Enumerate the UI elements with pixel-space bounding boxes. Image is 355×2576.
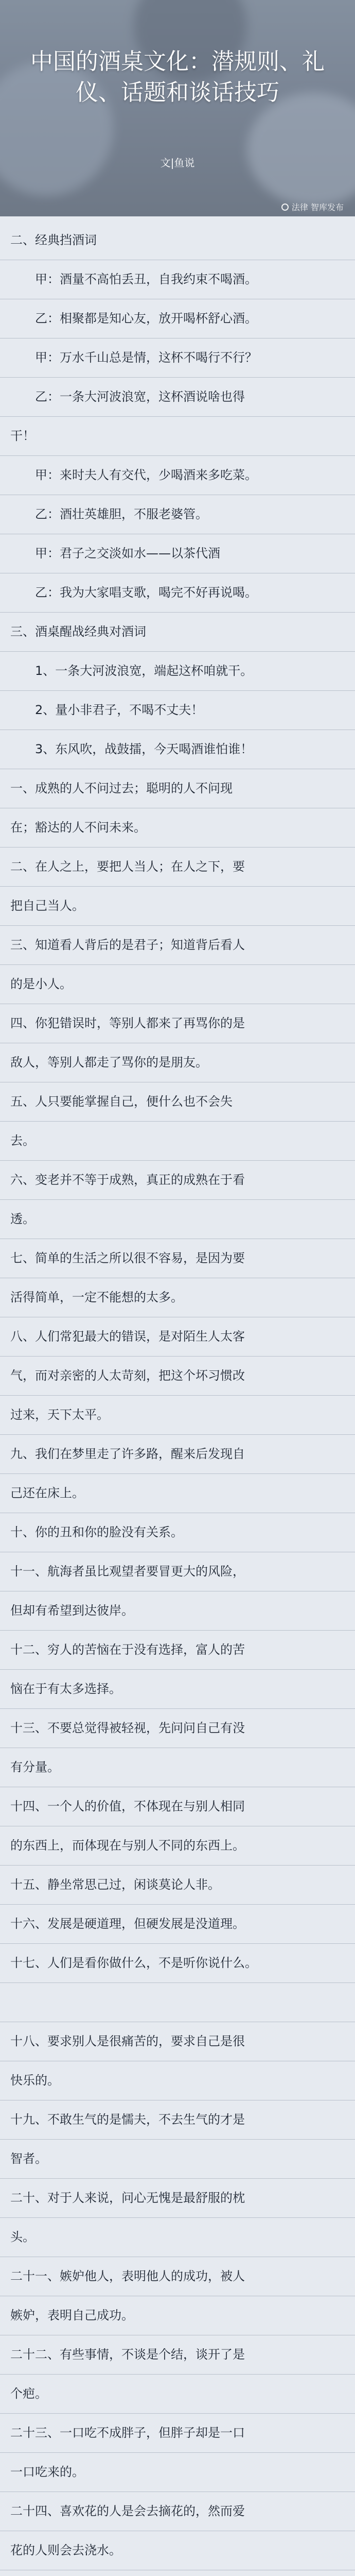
article-line: 花的人则会去浇水。 — [10, 2543, 121, 2557]
article-line: 二十四、喜欢花的人是会去摘花的，然而爱 — [10, 2504, 245, 2518]
line-divider — [0, 1356, 355, 1357]
line-divider — [0, 886, 355, 887]
article-line: 1、一条大河波浪宽，端起这杯咱就干。 — [10, 664, 253, 678]
line-divider — [0, 1708, 355, 1709]
article-line: 十五、静坐常思己过，闲谈莫论人非。 — [10, 1877, 220, 1892]
line-divider — [0, 847, 355, 848]
line-divider — [0, 964, 355, 965]
line-divider — [0, 2217, 355, 2218]
line-divider — [0, 1669, 355, 1670]
article-line: 十七、人们是看你做什么，不是听你说什么。 — [10, 1956, 257, 1970]
line-divider — [0, 1121, 355, 1122]
article-line: 过来，天下太平。 — [10, 1408, 109, 1422]
article-line: 甲：酒量不高怕丢丑，自我约束不喝酒。 — [10, 272, 257, 286]
watermark-text: 法律 智库发布 — [291, 202, 344, 212]
line-divider — [0, 1943, 355, 1944]
article-line: 去。 — [10, 1133, 35, 1148]
article-line: 十二、穷人的苦恼在于没有选择，富人的苦 — [10, 1642, 245, 1657]
page-title-line-2: 仪、话题和谈话技巧 — [76, 79, 279, 106]
article-line: 十、你的丑和你的脸没有关系。 — [10, 1525, 183, 1539]
article-line: 八、人们常犯最大的错误，是对陌生人太客 — [10, 1329, 245, 1344]
article-line: 十四、一个人的价值，不体现在与别人相同 — [10, 1799, 245, 1814]
article-line: 乙：酒壮英雄胆，不服老婆管。 — [10, 507, 208, 521]
article-line: 甲：君子之交淡如水——以茶代酒 — [10, 546, 220, 561]
article-line: 十三、不要总觉得被轻视，先问问自己有没 — [10, 1721, 245, 1735]
article-line: 甲：来时夫人有交代，少喝酒来多吃菜。 — [10, 468, 257, 482]
line-divider — [0, 377, 355, 378]
article-line: 三、酒桌醒战经典对酒词 — [10, 624, 146, 639]
article-line: 二十一、嫉妒他人，表明他人的成功，被人 — [10, 2269, 245, 2283]
article-line: 3、东风吹，战鼓擂，今天喝酒谁怕谁！ — [10, 742, 253, 756]
article-line: 一、成熟的人不问过去；聪明的人不问现 — [10, 781, 233, 795]
article-line: 把自己当人。 — [10, 899, 84, 913]
article-line: 四、你犯错误时，等别人都来了再骂你的是 — [10, 1016, 245, 1030]
article-line: 十一、航海者虽比观望者要冒更大的风险， — [10, 1564, 245, 1579]
article-line: 有分量。 — [10, 1760, 60, 1774]
line-divider — [0, 690, 355, 691]
line-divider — [0, 1982, 355, 1983]
article-line: 嫉妒，表明自己成功。 — [10, 2308, 134, 2323]
header-watermark — [281, 201, 344, 213]
line-divider — [0, 925, 355, 926]
line-divider — [0, 2178, 355, 2179]
line-divider — [0, 2139, 355, 2140]
article-line: 透。 — [10, 1212, 35, 1226]
article-line: 恼在于有太多选择。 — [10, 1682, 121, 1696]
line-divider — [0, 1160, 355, 1161]
line-divider — [0, 2374, 355, 2375]
article-line: 二十三、一口吃不成胖子，但胖子却是一口 — [10, 2426, 245, 2440]
line-divider — [0, 1630, 355, 1631]
line-divider — [0, 1865, 355, 1866]
article-line: 五、人只要能掌握自己，便什么也不会失 — [10, 1094, 233, 1109]
article-line: 个疤。 — [10, 2386, 47, 2401]
line-divider — [0, 1434, 355, 1435]
line-divider — [0, 1473, 355, 1474]
line-divider — [0, 612, 355, 613]
article-line: 敌人，等别人都走了骂你的是朋友。 — [10, 1055, 208, 1070]
line-divider — [0, 2413, 355, 2414]
article-line: 十九、不敢生气的是懦夫，不去生气的才是 — [10, 2112, 245, 2127]
line-divider — [0, 455, 355, 456]
line-divider — [0, 1199, 355, 1200]
article-line: 在；豁达的人不问未来。 — [10, 820, 146, 835]
article-line: 气，而对亲密的人太苛刻，把这个坏习惯改 — [10, 1368, 245, 1383]
article-line: 三、知道看人背后的是君子；知道背后看人 — [10, 938, 245, 952]
article-line: 乙：相聚都是知心友，放开喝杯舒心酒。 — [10, 311, 257, 326]
article-line: 九、我们在梦里走了许多路，醒来后发现自 — [10, 1447, 245, 1461]
article-line: 十六、发展是硬道理，但硬发展是没道理。 — [10, 1917, 245, 1931]
line-divider — [0, 1395, 355, 1396]
article-line: 干！ — [10, 429, 35, 443]
article-line: 十八、要求别人是很痛苦的，要求自己是很 — [10, 2034, 245, 2048]
article-line: 乙：我为大家唱支歌，喝完不好再说喝。 — [10, 585, 257, 600]
line-divider — [0, 1904, 355, 1905]
article-line: 二、经典挡酒词 — [10, 233, 97, 247]
article-line: 头。 — [10, 2230, 35, 2244]
article-line: 快乐的。 — [10, 2073, 60, 2088]
article-line: 二、在人之上，要把人当人；在人之下，要 — [10, 859, 245, 874]
article-line: 七、简单的生活之所以很不容易，是因为要 — [10, 1251, 245, 1265]
header-blur-decoration — [247, 93, 355, 206]
article-line: 但却有希望到达彼岸。 — [10, 1603, 134, 1618]
article-line: 甲：万水千山总是情，这杯不喝行不行？ — [10, 350, 257, 365]
line-divider — [0, 416, 355, 417]
page-title-line-1: 中国的酒桌文化：潜规则、礼 — [30, 48, 325, 75]
watermark-logo-icon — [281, 204, 289, 211]
article-line: 一口吃来的。 — [10, 2465, 84, 2479]
article-line: 的东西上，而体现在与别人不同的东西上。 — [10, 1838, 245, 1853]
article-line: 的是小人。 — [10, 977, 72, 991]
article-line: 二十二、有些事情，不谈是个结，谈开了是 — [10, 2347, 245, 2362]
author-label: 文|鱼说 — [160, 157, 195, 169]
article-line: 乙：一条大河波浪宽，这杯酒说啥也得 — [10, 389, 245, 404]
line-divider — [0, 651, 355, 652]
article-body — [0, 216, 355, 2576]
article-line: 智者。 — [10, 2151, 47, 2166]
article-line: 己还在床上。 — [10, 1486, 84, 1500]
article-line: 活得简单，一定不能想的太多。 — [10, 1290, 183, 1304]
line-divider — [0, 2452, 355, 2453]
article-line: 二十、对于人来说，问心无愧是最舒服的枕 — [10, 2191, 245, 2205]
article-line: 2、量小非君子，不喝不丈夫！ — [10, 703, 204, 717]
article-line: 六、变老并不等于成熟，真正的成熟在于看 — [10, 1173, 245, 1187]
header-banner — [0, 0, 355, 216]
